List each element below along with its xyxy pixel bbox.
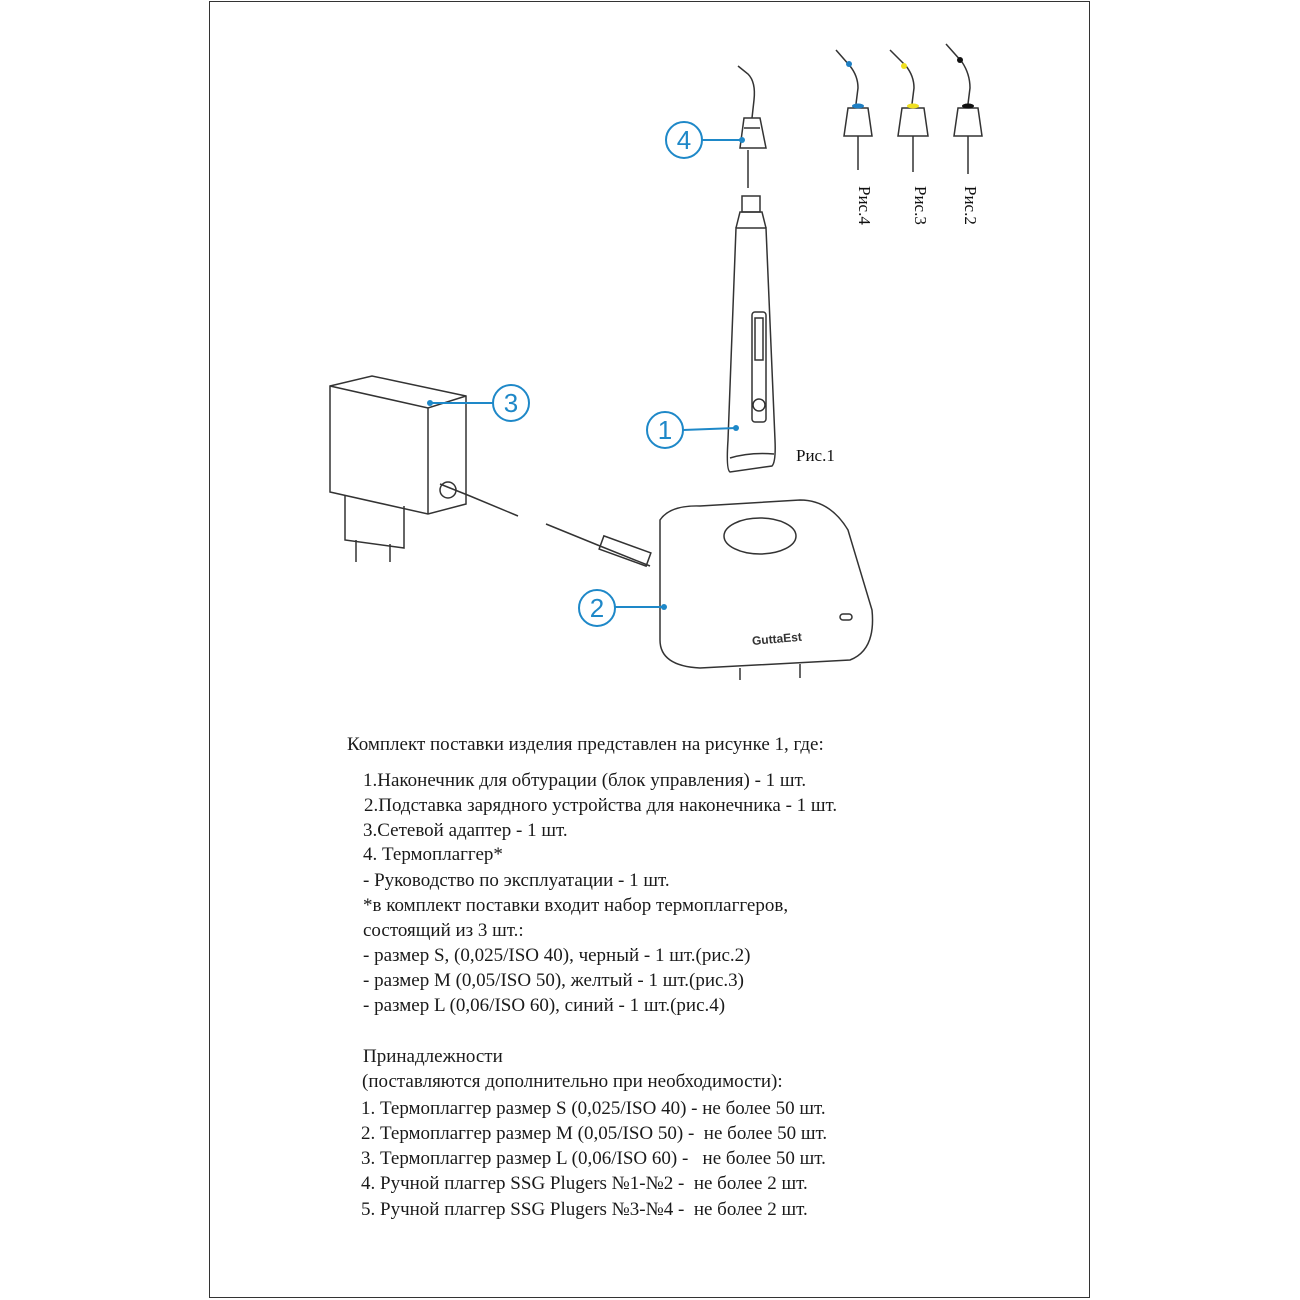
callout-2: 2 [589, 593, 605, 623]
contents-note: *в комплект поставки входит набор термоплаггеров, [363, 895, 789, 916]
callout-4: 4 [676, 125, 692, 155]
contents-note: состоящий из 3 шт.: [363, 920, 524, 941]
contents-size: - размер S, (0,025/ISO 40), черный - 1 шт.(рис.2) [363, 945, 751, 966]
contents-item: 3.Сетевой адаптер - 1 шт. [363, 820, 568, 841]
callout-3: 3 [503, 388, 519, 418]
contents-item: 1.Наконечник для обтурации (блок управления) - 1 шт. [363, 770, 807, 791]
contents-size: - размер L (0,06/ISO 60), синий - 1 шт.(рис.4) [363, 995, 726, 1016]
usb-cable [546, 524, 650, 566]
contents-item: - Руководство по эксплуатации - 1 шт. [363, 870, 670, 891]
caption-fig3: Рис.3 [911, 186, 930, 225]
caption-fig4: Рис.4 [855, 186, 874, 225]
thermoplugger-yellow [890, 50, 928, 172]
thermoplugger-blue [836, 50, 872, 170]
thermoplugger-mounted [738, 66, 766, 188]
caption-fig1: Рис.1 [796, 446, 835, 465]
accessory-item: 4. Ручной плаггер SSG Plugers №1-№2 - не более 2 шт. [361, 1173, 808, 1194]
accessories-title: Принадлежности [363, 1046, 503, 1067]
accessory-item: 1. Термоплаггер размер S (0,025/ISO 40) - не более 50 шт. [361, 1098, 826, 1119]
thermoplugger-black [946, 44, 982, 174]
callout-1: 1 [657, 415, 673, 445]
caption-fig2: Рис.2 [961, 186, 980, 225]
contents-item: 2.Подставка зарядного устройства для наконечника - 1 шт. [364, 795, 838, 816]
brand-logo: GuttaEst [751, 629, 803, 648]
accessory-item: 5. Ручной плаггер SSG Plugers №3-№4 - не более 2 шт. [361, 1199, 808, 1220]
charging-base-illustration [660, 500, 873, 680]
accessories-subtitle: (поставляются дополнительно при необходимости): [362, 1071, 783, 1092]
accessory-item: 2. Термоплаггер размер M (0,05/ISO 50) - не более 50 шт. [361, 1123, 828, 1144]
contents-intro: Комплект поставки изделия представлен на рисунке 1, где: [347, 734, 824, 755]
accessory-item: 3. Термоплаггер размер L (0,06/ISO 60) - не более 50 шт. [361, 1148, 826, 1169]
contents-item: 4. Термоплаггер* [363, 844, 503, 865]
contents-size: - размер M (0,05/ISO 50), желтый - 1 шт.(рис.3) [363, 970, 745, 991]
